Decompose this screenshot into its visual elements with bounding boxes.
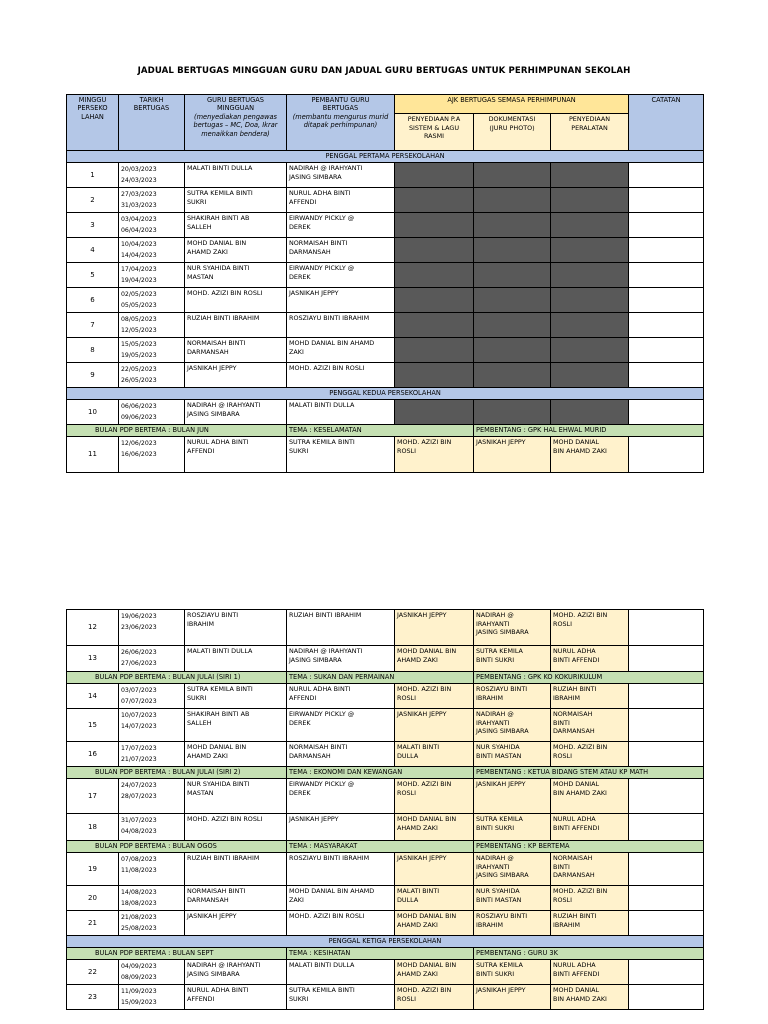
penggal-ketiga: PENGGAL KETIGA PERSEKOLAHAN — [67, 936, 704, 948]
theme-band-julai-1: BULAN PDP BERTEMA : BULAN JULAI (SIRI 1) TEMA : SUKAN DAN PERMAINAN PEMBENTANG : GPK KO KOKURIKULUM — [67, 672, 704, 684]
table-row: 16 17/07/2023 21/07/2023 MOHD DANIAL BIN AHAMD ZAKI NORMAISAH BINTI DARMANSAH MALATI BINTI DULLA NUR SYAHIDA BINTI MASTAN MOHD. AZIZI BIN ROSLI — [67, 742, 704, 767]
table-row: 22 04/09/2023 08/09/2023 NADIRAH @ IRAHYANTI JASING SIMBARA MALATI BINTI DULLA MOHD DANIAL BIN AHAMD ZAKI SUTRA KEMILA BINTI SUKRI NURUL ADHA BINTI AFFENDI — [67, 960, 704, 985]
header-penyediaan-pa: PENYEDIAAN P.A SISTEM & LAGU RASMI — [395, 114, 474, 151]
table-row: 6 02/05/2023 05/05/2023 MOHD. AZIZI BIN ROSLI JASNIKAH JEPPY — [67, 288, 704, 313]
table-row: 10 06/06/2023 09/06/2023 NADIRAH @ IRAHYANTI JASING SIMBARA MALATI BINTI DULLA — [67, 400, 704, 425]
table-row: 14 03/07/2023 07/07/2023 SUTRA KEMILA BINTI SUKRI NURUL ADHA BINTI AFFENDI MOHD. AZIZI BIN ROSLI ROSZIAYU BINTI IBRAHIM RUZIAH BINTI IBRAHIM — [67, 684, 704, 709]
table-row: 12 19/06/2023 23/06/2023 ROSZIAYU BINTI IBRAHIM RUZIAH BINTI IBRAHIM JASNIKAH JEPPY NADIRAH @ IRAHYANTI JASING SIMBARA MOHD. AZIZI BIN ROSLI — [67, 610, 704, 646]
theme-band-ogos: BULAN PDP BERTEMA : BULAN OGOS TEMA : MASYARAKAT PEMBENTANG : KP BERTEMA — [67, 841, 704, 853]
theme-band-jun: BULAN PDP BERTEMA : BULAN JUN TEMA : KESELAMATAN PEMBENTANG : GPK HAL EHWAL MURID — [67, 425, 704, 437]
duty-table-part-2 — [66, 609, 704, 1010]
table-row: 2 27/03/2023 31/03/2023 SUTRA KEMILA BINTI SUKRI NURUL ADHA BINTI AFFENDI — [67, 188, 704, 213]
table-row: 4 10/04/2023 14/04/2023 MOHD DANIAL BIN AHAMD ZAKI NORMAISAH BINTI DARMANSAH — [67, 238, 704, 263]
theme-band-julai-2: BULAN PDP BERTEMA : BULAN JULAI (SIRI 2) TEMA : EKONOMI DAN KEWANGAN PEMBENTANG : KETUA BIDANG STEM ATAU KP MATH — [67, 767, 704, 779]
penggal-kedua: PENGGAL KEDUA PERSEKOLAHAN — [67, 388, 704, 400]
table-row: 13 26/06/2023 27/06/2023 MALATI BINTI DULLA NADIRAH @ IRAHYANTI JASING SIMBARA MOHD DANIAL BIN AHAMD ZAKI SUTRA KEMILA BINTI SUKRI NURUL ADHA BINTI AFFENDI — [67, 646, 704, 672]
header-catatan: CATATAN — [629, 95, 704, 151]
table-row: 11 12/06/2023 16/06/2023 NURUL ADHA BINTI AFFENDI SUTRA KEMILA BINTI SUKRI MOHD. AZIZI BIN ROSLI JASNIKAH JEPPY MOHD DANIAL BIN AHAMD ZAKI — [67, 437, 704, 473]
header-penyediaan-peralatan: PENYEDIAAN PERALATAN — [551, 114, 629, 151]
table-row: 17 24/07/2023 28/07/2023 NUR SYAHIDA BINTI MASTAN EIRWANDY PICKLY @ DEREK MOHD. AZIZI BIN ROSLI JASNIKAH JEPPY MOHD DANIAL BIN AHAMD ZAKI — [67, 779, 704, 814]
document-title: JADUAL BERTUGAS MINGGUAN GURU DAN JADUAL GURU BERTUGAS UNTUK PERHIMPUNAN SEKOLAH — [137, 66, 631, 76]
table-row: 3 03/04/2023 06/04/2023 SHAKIRAH BINTI AB SALLEH EIRWANDY PICKLY @ DEREK — [67, 213, 704, 238]
header-ajk-bertugas: AJK BERTUGAS SEMASA PERHIMPUNAN — [395, 95, 629, 114]
table-row: 9 22/05/2023 26/05/2023 JASNIKAH JEPPY MOHD. AZIZI BIN ROSLI — [67, 363, 704, 388]
penggal-pertama: PENGGAL PERTAMA PERSEKOLAHAN — [67, 151, 704, 163]
header-dokumentasi: DOKUMENTASI (JURU PHOTO) — [474, 114, 551, 151]
duty-table-part-1 — [66, 94, 704, 473]
table-row: 23 11/09/2023 15/09/2023 NURUL ADHA BINTI AFFENDI SUTRA KEMILA BINTI SUKRI MOHD. AZIZI BIN ROSLI JASNIKAH JEPPY MOHD DANIAL BIN AHAMD ZAKI — [67, 985, 704, 1010]
table-row: 8 15/05/2023 19/05/2023 NORMAISAH BINTI DARMANSAH MOHD DANIAL BIN AHAMD ZAKI — [67, 338, 704, 363]
table-row: 15 10/07/2023 14/07/2023 SHAKIRAH BINTI AB SALLEH EIRWANDY PICKLY @ DEREK JASNIKAH JEPPY NADIRAH @ IRAHYANTI JASING SIMBARA NORMAISAH BINTI DARMANSAH — [67, 709, 704, 742]
table-row: 5 17/04/2023 19/04/2023 NUR SYAHIDA BINTI MASTAN EIRWANDY PICKLY @ DEREK — [67, 263, 704, 288]
theme-band-sept: BULAN PDP BERTEMA : BULAN SEPT TEMA : KESIHATAN PEMBENTANG : GURU 3K — [67, 948, 704, 960]
table-row: 1 20/03/2023 24/03/2023 MALATI BINTI DULLA NADIRAH @ IRAHYANTI JASING SIMBARA — [67, 163, 704, 188]
header-tarikh: TARIKH BERTUGAS — [119, 95, 185, 151]
header-pembantu-guru: PEMBANTU GURU BERTUGAS (membantu mengurus murid ditapak perhimpunan) — [287, 95, 395, 151]
header-minggu: MINGGU PERSEKO LAHAN — [67, 95, 119, 151]
table-row: 20 14/08/2023 18/08/2023 NORMAISAH BINTI DARMANSAH MOHD DANIAL BIN AHAMD ZAKI MALATI BINTI DULLA NUR SYAHIDA BINTI MASTAN MOHD. AZIZI BIN ROSLI — [67, 886, 704, 911]
header-guru-bertugas: GURU BERTUGAS MINGGUAN (menyediakan pengawas bertugas – MC, Doa, Ikrar menaikkan bendera) — [185, 95, 287, 151]
table-row: 21 21/08/2023 25/08/2023 JASNIKAH JEPPY MOHD. AZIZI BIN ROSLI MOHD DANIAL BIN AHAMD ZAKI ROSZIAYU BINTI IBRAHIM RUZIAH BINTI IBRAHIM — [67, 911, 704, 936]
table-row: 18 31/07/2023 04/08/2023 MOHD. AZIZI BIN ROSLI JASNIKAH JEPPY MOHD DANIAL BIN AHAMD ZAKI SUTRA KEMILA BINTI SUKRI NURUL ADHA BINTI AFFENDI — [67, 814, 704, 841]
table-row: 19 07/08/2023 11/08/2023 RUZIAH BINTI IBRAHIM ROSZIAYU BINTI IBRAHIM JASNIKAH JEPPY NADIRAH @ IRAHYANTI JASING SIMBARA NORMAISAH BINTI DARMANSAH — [67, 853, 704, 886]
table-row: 7 08/05/2023 12/05/2023 RUZIAH BINTI IBRAHIM ROSZIAYU BINTI IBRAHIM — [67, 313, 704, 338]
